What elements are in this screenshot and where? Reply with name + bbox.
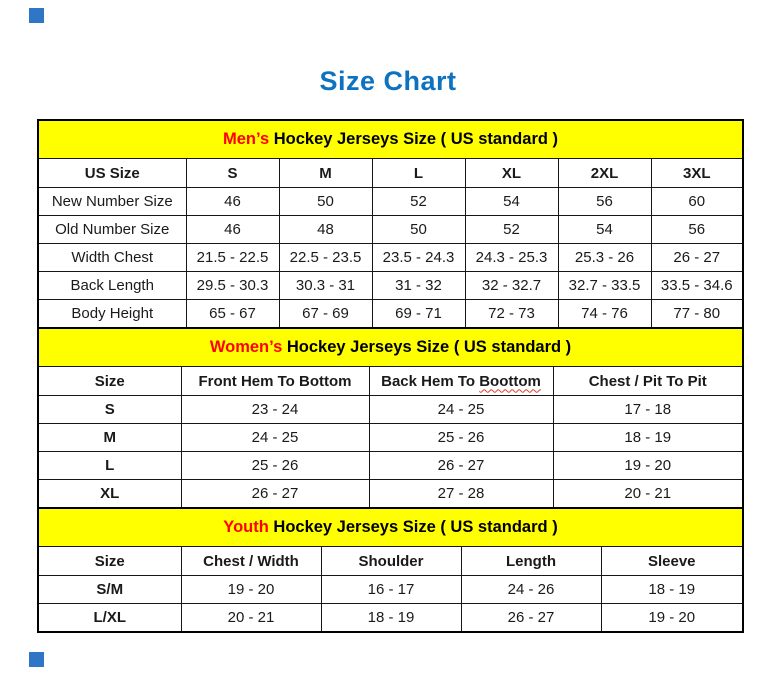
- mens-col-2xl: 2XL: [558, 159, 651, 188]
- row-label: Body Height: [38, 300, 186, 329]
- womens-col-size: Size: [38, 367, 181, 396]
- table-cell: 27 - 28: [369, 480, 553, 509]
- table-cell: 52: [372, 188, 465, 216]
- table-cell: 18 - 19: [321, 604, 461, 633]
- table-cell: 33.5 - 34.6: [651, 272, 743, 300]
- table-cell: 19 - 20: [181, 576, 321, 604]
- table-cell: 20 - 21: [181, 604, 321, 633]
- table-row: [38, 396, 743, 424]
- blue-square-marker-bottom: [29, 652, 44, 667]
- row-label: Old Number Size: [38, 216, 186, 244]
- table-cell: 24.3 - 25.3: [465, 244, 558, 272]
- table-cell: 24 - 25: [181, 424, 369, 452]
- table-cell: 54: [465, 188, 558, 216]
- mens-column-header-row: [38, 159, 743, 188]
- table-cell: 18 - 19: [601, 576, 743, 604]
- table-cell: 77 - 80: [651, 300, 743, 329]
- table-row: [38, 604, 743, 633]
- table-cell: 23 - 24: [181, 396, 369, 424]
- table-row: [38, 216, 743, 244]
- youth-col-length: Length: [461, 547, 601, 576]
- row-label: L/XL: [38, 604, 181, 633]
- table-cell: 26 - 27: [461, 604, 601, 633]
- table-row: [38, 188, 743, 216]
- table-cell: 18 - 19: [553, 424, 743, 452]
- table-cell: 25 - 26: [369, 424, 553, 452]
- mens-size-table: [37, 119, 744, 329]
- womens-title-highlight: Women’s: [209, 338, 283, 356]
- youth-column-header-row: [38, 547, 743, 576]
- youth-col-chest-width: Chest / Width: [181, 547, 321, 576]
- youth-col-sleeve: Sleeve: [601, 547, 743, 576]
- table-cell: 29.5 - 30.3: [186, 272, 279, 300]
- mens-col-xl: XL: [465, 159, 558, 188]
- table-cell: 22.5 - 23.5: [279, 244, 372, 272]
- table-cell: 50: [372, 216, 465, 244]
- table-cell: 20 - 21: [553, 480, 743, 509]
- table-cell: 24 - 25: [369, 396, 553, 424]
- table-cell: 24 - 26: [461, 576, 601, 604]
- table-cell: 48: [279, 216, 372, 244]
- table-cell: 32.7 - 33.5: [558, 272, 651, 300]
- youth-title-highlight: Youth: [223, 518, 269, 536]
- womens-column-header-row: [38, 367, 743, 396]
- table-cell: 60: [651, 188, 743, 216]
- mens-col-3xl: 3XL: [651, 159, 743, 188]
- table-cell: 56: [651, 216, 743, 244]
- page-title: Size Chart: [319, 66, 457, 96]
- table-cell: 21.5 - 22.5: [186, 244, 279, 272]
- table-cell: 31 - 32: [372, 272, 465, 300]
- table-cell: 72 - 73: [465, 300, 558, 329]
- table-cell: 25 - 26: [181, 452, 369, 480]
- table-cell: 67 - 69: [279, 300, 372, 329]
- size-tables: [37, 119, 742, 633]
- table-cell: 56: [558, 188, 651, 216]
- womens-col-back-hem: [369, 367, 553, 396]
- row-label: New Number Size: [38, 188, 186, 216]
- table-cell: 50: [279, 188, 372, 216]
- table-cell: 26 - 27: [369, 452, 553, 480]
- table-row: [38, 424, 743, 452]
- womens-col-chest: Chest / Pit To Pit: [553, 367, 743, 396]
- table-cell: 74 - 76: [558, 300, 651, 329]
- youth-band-row: [38, 508, 743, 547]
- table-cell: 25.3 - 26: [558, 244, 651, 272]
- table-row: [38, 272, 743, 300]
- table-cell: 32 - 32.7: [465, 272, 558, 300]
- mens-col-l: L: [372, 159, 465, 188]
- table-row: [38, 452, 743, 480]
- mens-table-title: [38, 120, 743, 159]
- row-label: Width Chest: [38, 244, 186, 272]
- row-label: S: [38, 396, 181, 424]
- table-cell: 26 - 27: [181, 480, 369, 509]
- table-cell: 16 - 17: [321, 576, 461, 604]
- row-label: Back Length: [38, 272, 186, 300]
- row-label: L: [38, 452, 181, 480]
- back-hem-misspelled-word: Boottom: [479, 372, 541, 390]
- table-cell: 19 - 20: [601, 604, 743, 633]
- table-cell: 46: [186, 188, 279, 216]
- blue-square-marker-top: [29, 8, 44, 23]
- mens-title-highlight: Men’s: [222, 130, 270, 148]
- table-row: [38, 480, 743, 509]
- womens-size-table: [37, 327, 744, 509]
- table-cell: 30.3 - 31: [279, 272, 372, 300]
- womens-table-title: [38, 328, 743, 367]
- youth-title-rest: Hockey Jerseys Size ( US standard ): [268, 518, 558, 536]
- table-cell: 52: [465, 216, 558, 244]
- mens-band-row: [38, 120, 743, 159]
- table-cell: 65 - 67: [186, 300, 279, 329]
- row-label: M: [38, 424, 181, 452]
- table-row: [38, 300, 743, 329]
- mens-col-s: S: [186, 159, 279, 188]
- table-cell: 23.5 - 24.3: [372, 244, 465, 272]
- table-row: [38, 576, 743, 604]
- table-cell: 26 - 27: [651, 244, 743, 272]
- table-cell: 19 - 20: [553, 452, 743, 480]
- table-cell: 54: [558, 216, 651, 244]
- table-cell: 69 - 71: [372, 300, 465, 329]
- womens-title-rest: Hockey Jerseys Size ( US standard ): [282, 338, 572, 356]
- back-hem-prefix: Back Hem To: [381, 372, 476, 390]
- mens-col-m: M: [279, 159, 372, 188]
- table-cell: 46: [186, 216, 279, 244]
- womens-col-front-hem: Front Hem To Bottom: [181, 367, 369, 396]
- row-label: S/M: [38, 576, 181, 604]
- table-cell: 17 - 18: [553, 396, 743, 424]
- table-row: [38, 244, 743, 272]
- youth-size-table: [37, 507, 744, 633]
- youth-table-title: [38, 508, 743, 547]
- womens-band-row: [38, 328, 743, 367]
- mens-title-rest: Hockey Jerseys Size ( US standard ): [269, 130, 559, 148]
- youth-col-shoulder: Shoulder: [321, 547, 461, 576]
- mens-col-us-size: US Size: [38, 159, 186, 188]
- youth-col-size: Size: [38, 547, 181, 576]
- row-label: XL: [38, 480, 181, 509]
